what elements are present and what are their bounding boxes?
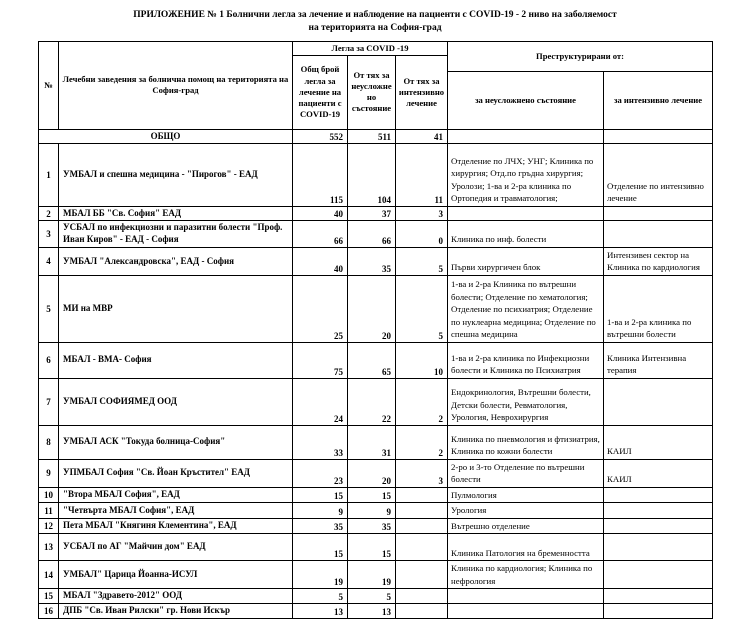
restructured-uncomplicated-cell: Първи хирургичен блок: [448, 247, 604, 275]
col-header-restructured-intensive: за интензивно лечение: [604, 71, 713, 129]
row-number-cell: 3: [39, 221, 59, 247]
total-beds-cell: 9: [293, 503, 348, 518]
uncomplicated-beds-cell: 20: [348, 459, 396, 487]
col-header-facility: Лечебни заведения за болнична помощ на територията на София-град: [59, 41, 293, 129]
document-title: [0, 9, 750, 35]
intensive-beds-cell: 11: [396, 143, 448, 206]
row-number-cell: 15: [39, 589, 59, 604]
total-uncomplicated-cell: 511: [348, 129, 396, 143]
uncomplicated-beds-cell: 104: [348, 143, 396, 206]
total-beds-cell: 40: [293, 206, 348, 221]
restructured-uncomplicated-cell: [448, 589, 604, 604]
restructured-intensive-cell: [604, 503, 713, 518]
table-row: [39, 342, 713, 378]
restructured-uncomplicated-cell: 1-ва и 2-ра Клиника по вътрешни болести; Отделение по хематология; Отделение по психиатрия; Отделение по нуклеарна медицина; Отделение по спешна медицина: [448, 275, 604, 342]
facility-name-cell: "Четвърта МБАЛ София", ЕАД: [59, 503, 293, 518]
table-row: [39, 247, 713, 275]
restructured-uncomplicated-cell: [448, 603, 604, 618]
intensive-beds-cell: [396, 561, 448, 589]
uncomplicated-beds-cell: 20: [348, 275, 396, 342]
restructured-uncomplicated-cell: Клиника по инф. болести: [448, 221, 604, 247]
col-header-uncomplicated-beds: От тях за неусложнено състояние: [348, 55, 396, 129]
facility-name-cell: УМБАЛ и спешна медицина - "Пирогов" - ЕАД: [59, 143, 293, 206]
row-number-cell: 4: [39, 247, 59, 275]
row-number-cell: 11: [39, 503, 59, 518]
total-beds-cell: 35: [293, 518, 348, 533]
table-row: [39, 561, 713, 589]
intensive-beds-cell: 2: [396, 425, 448, 459]
facility-name-cell: МБАЛ ББ "Св. София" ЕАД: [59, 206, 293, 221]
restructured-uncomplicated-cell: Клиника по пневмология и фтизиатрия, Клиника по кожни болести: [448, 425, 604, 459]
total-beds-cell: 25: [293, 275, 348, 342]
restructured-intensive-cell: [604, 487, 713, 502]
col-header-restructured-uncomplicated: за неусложнено състояние: [448, 71, 604, 129]
total-beds-cell: 33: [293, 425, 348, 459]
intensive-beds-cell: 3: [396, 459, 448, 487]
col-header-restructured-group: Преструктурирани от:: [448, 41, 713, 71]
facility-name-cell: Пета МБАЛ "Княгиня Клементина", ЕАД: [59, 518, 293, 533]
restructured-intensive-cell: [604, 378, 713, 425]
intensive-beds-cell: 2: [396, 378, 448, 425]
row-number-cell: 8: [39, 425, 59, 459]
total-beds-cell: 75: [293, 342, 348, 378]
restructured-intensive-cell: [604, 206, 713, 221]
facility-name-cell: УМБАЛ "Александровска", ЕАД - София: [59, 247, 293, 275]
total-beds-cell: 115: [293, 143, 348, 206]
uncomplicated-beds-cell: 5: [348, 589, 396, 604]
intensive-beds-cell: 0: [396, 221, 448, 247]
uncomplicated-beds-cell: 15: [348, 487, 396, 502]
row-number-cell: 16: [39, 603, 59, 618]
intensive-beds-cell: [396, 487, 448, 502]
row-number-cell: 13: [39, 534, 59, 561]
total-row: [39, 129, 713, 143]
restructured-intensive-cell: [604, 221, 713, 247]
uncomplicated-beds-cell: 66: [348, 221, 396, 247]
restructured-intensive-cell: КАИЛ: [604, 425, 713, 459]
restructured-uncomplicated-cell: Клиника Патология на бременността: [448, 534, 604, 561]
restructured-uncomplicated-cell: Отделение по ЛЧХ; УНГ; Клиника по хирургия; Отд.по гръдна хирургия; Уролози; 1-ва и 2-ра клиника по Ортопедия и травматология;: [448, 143, 604, 206]
uncomplicated-beds-cell: 15: [348, 534, 396, 561]
intensive-beds-cell: [396, 518, 448, 533]
restructured-uncomplicated-cell: [448, 206, 604, 221]
restructured-intensive-cell: КАИЛ: [604, 459, 713, 487]
total-beds-cell: 15: [293, 487, 348, 502]
row-number-cell: 6: [39, 342, 59, 378]
intensive-beds-cell: 3: [396, 206, 448, 221]
table-row: [39, 603, 713, 618]
total-beds-cell: 66: [293, 221, 348, 247]
restructured-intensive-cell: Отделение по интензивно лечение: [604, 143, 713, 206]
table-row: [39, 518, 713, 533]
restructured-uncomplicated-cell: Ендокринология, Вътрешни болести, Детски болести, Ревматология, Урология, Неврохирургия: [448, 378, 604, 425]
col-header-covid-beds-group: Легла за COVID -19: [293, 41, 448, 55]
uncomplicated-beds-cell: 37: [348, 206, 396, 221]
total-restructured-intensive-cell: [604, 129, 713, 143]
uncomplicated-beds-cell: 35: [348, 247, 396, 275]
restructured-intensive-cell: 1-ва и 2-ра клиника по вътрешни болести: [604, 275, 713, 342]
facility-name-cell: ДПБ "Св. Иван Рилски" гр. Нови Искър: [59, 603, 293, 618]
intensive-beds-cell: [396, 589, 448, 604]
document-page: [0, 9, 750, 622]
uncomplicated-beds-cell: 9: [348, 503, 396, 518]
uncomplicated-beds-cell: 31: [348, 425, 396, 459]
restructured-intensive-cell: [604, 534, 713, 561]
intensive-beds-cell: 10: [396, 342, 448, 378]
row-number-cell: 9: [39, 459, 59, 487]
total-beds-cell: 13: [293, 603, 348, 618]
uncomplicated-beds-cell: 65: [348, 342, 396, 378]
restructured-intensive-cell: Интензивен сектор на Клиника по кардиология: [604, 247, 713, 275]
total-restructured-uncomplicated-cell: [448, 129, 604, 143]
restructured-uncomplicated-cell: Клиника по кардиология; Клиника по нефрология: [448, 561, 604, 589]
col-header-num: №: [39, 41, 59, 129]
total-beds-cell: 552: [293, 129, 348, 143]
table-row: [39, 206, 713, 221]
facility-name-cell: УМБАЛ СОФИЯМЕД ООД: [59, 378, 293, 425]
table-row: [39, 143, 713, 206]
intensive-beds-cell: 5: [396, 275, 448, 342]
table-row: [39, 534, 713, 561]
restructured-uncomplicated-cell: Пулмология: [448, 487, 604, 502]
row-number-cell: 7: [39, 378, 59, 425]
facility-name-cell: "Втора МБАЛ София", ЕАД: [59, 487, 293, 502]
intensive-beds-cell: [396, 534, 448, 561]
facility-name-cell: УСБАЛ по инфекциозни и паразитни болести "Проф. Иван Киров" - ЕАД - София: [59, 221, 293, 247]
total-beds-cell: 24: [293, 378, 348, 425]
restructured-intensive-cell: [604, 603, 713, 618]
total-beds-cell: 5: [293, 589, 348, 604]
row-number-cell: 2: [39, 206, 59, 221]
total-beds-cell: 23: [293, 459, 348, 487]
col-header-intensive-beds: От тях за интензивно лечение: [396, 55, 448, 129]
facility-name-cell: УПМБАЛ София "Св. Йоан Кръстител" ЕАД: [59, 459, 293, 487]
row-number-cell: 5: [39, 275, 59, 342]
row-number-cell: 12: [39, 518, 59, 533]
document-title-line1: ПРИЛОЖЕНИЕ № 1 Болнични легла за лечение и наблюдение на пациенти с COVID-19 - 2 ниво на заболяемост: [133, 10, 617, 20]
restructured-intensive-cell: [604, 561, 713, 589]
total-beds-cell: 19: [293, 561, 348, 589]
facility-name-cell: МБАЛ - ВМА- София: [59, 342, 293, 378]
uncomplicated-beds-cell: 13: [348, 603, 396, 618]
restructured-uncomplicated-cell: Вътрешно отделение: [448, 518, 604, 533]
table-row: [39, 487, 713, 502]
total-beds-cell: 15: [293, 534, 348, 561]
table-row: [39, 459, 713, 487]
table-row: [39, 378, 713, 425]
col-header-total-beds: Общ брой легла за лечение на пациенти с COVID-19: [293, 55, 348, 129]
table-row: [39, 589, 713, 604]
uncomplicated-beds-cell: 19: [348, 561, 396, 589]
row-number-cell: 14: [39, 561, 59, 589]
row-number-cell: 10: [39, 487, 59, 502]
document-title-line2: на територията на София-град: [308, 22, 442, 33]
facility-name-cell: УМБАЛ АСК "Токуда болница-София": [59, 425, 293, 459]
restructured-intensive-cell: [604, 589, 713, 604]
uncomplicated-beds-cell: 22: [348, 378, 396, 425]
table-row: [39, 221, 713, 247]
uncomplicated-beds-cell: 35: [348, 518, 396, 533]
intensive-beds-cell: [396, 603, 448, 618]
row-number-cell: 1: [39, 143, 59, 206]
restructured-intensive-cell: Клиника Интензивна терапия: [604, 342, 713, 378]
total-intensive-cell: 41: [396, 129, 448, 143]
restructured-intensive-cell: [604, 518, 713, 533]
restructured-uncomplicated-cell: 2-ро и 3-то Отделение по вътрешни болести: [448, 459, 604, 487]
table-row: [39, 503, 713, 518]
facility-name-cell: УМБАЛ" Царица Йоанна-ИСУЛ: [59, 561, 293, 589]
intensive-beds-cell: 5: [396, 247, 448, 275]
facility-name-cell: МИ на МВР: [59, 275, 293, 342]
beds-table: [38, 41, 713, 619]
total-beds-cell: 40: [293, 247, 348, 275]
restructured-uncomplicated-cell: 1-ва и 2-ра клиника по Инфекциозни болести и Клиника по Психиатрия: [448, 342, 604, 378]
intensive-beds-cell: [396, 503, 448, 518]
total-label-cell: ОБЩО: [39, 129, 293, 143]
table-row: [39, 275, 713, 342]
table-row: [39, 425, 713, 459]
facility-name-cell: УСБАЛ по АГ "Майчин дом" ЕАД: [59, 534, 293, 561]
restructured-uncomplicated-cell: Урология: [448, 503, 604, 518]
facility-name-cell: МБАЛ "Здравето-2012" ООД: [59, 589, 293, 604]
